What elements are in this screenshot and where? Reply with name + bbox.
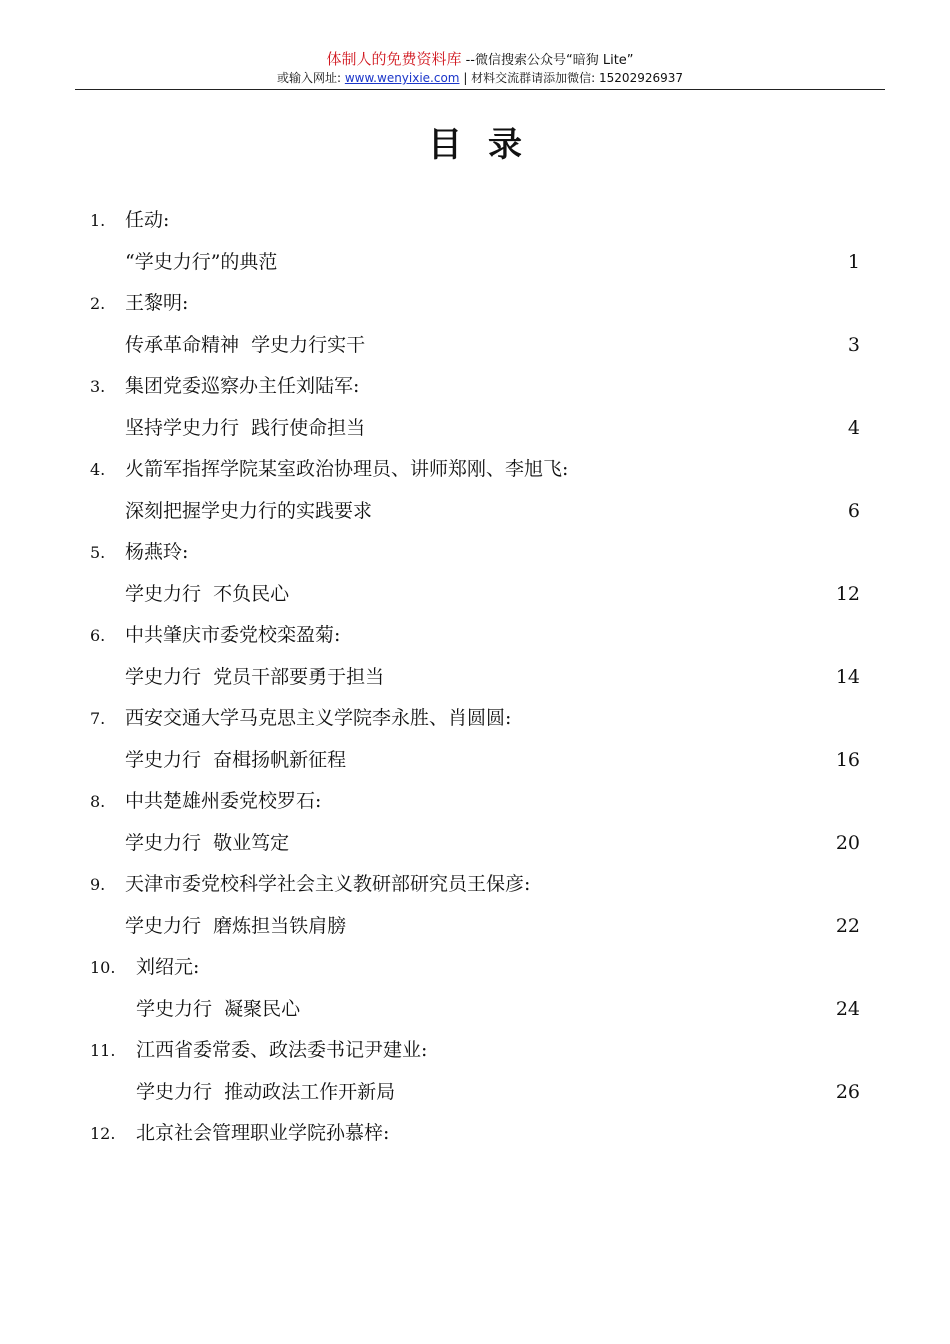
toc-page-number: 26	[835, 1080, 860, 1103]
toc-author: 江西省委常委、政法委书记尹建业:	[136, 1039, 428, 1061]
header-line-2	[75, 70, 885, 87]
toc-number: 5.	[90, 543, 106, 562]
toc-page-number: 14	[835, 665, 860, 688]
toc-page-number: 3	[847, 333, 860, 356]
toc-article-line	[90, 408, 860, 450]
table-of-contents	[90, 200, 860, 1155]
toc-page-number: 22	[835, 914, 860, 937]
toc-article-line	[90, 325, 860, 367]
toc-number: 1.	[90, 211, 106, 230]
toc-author-line	[90, 366, 860, 408]
page-title: 目录	[428, 125, 548, 165]
toc-article-line	[90, 989, 860, 1031]
toc-author: 中共楚雄州委党校罗石:	[125, 790, 322, 812]
toc-article-line	[90, 740, 860, 782]
toc-article-title: 学史力行 磨炼担当铁肩膀	[125, 914, 347, 937]
toc-page-number: 6	[847, 499, 860, 522]
toc-author: 王黎明:	[125, 292, 189, 314]
toc-number: 8.	[90, 792, 106, 811]
toc-author-line	[90, 781, 860, 823]
toc-article-title: 学史力行 推动政法工作开新局	[136, 1080, 396, 1103]
toc-entry[interactable]	[90, 864, 860, 947]
toc-number: 7.	[90, 709, 106, 728]
toc-author: 北京社会管理职业学院孙慕梓:	[136, 1122, 390, 1144]
toc-author-line	[90, 1113, 860, 1155]
toc-page-number: 24	[835, 997, 860, 1020]
toc-author-line	[90, 864, 860, 906]
toc-author-line	[90, 947, 860, 989]
contact-info: | 材料交流群请添加微信: 15202926937	[459, 71, 684, 85]
toc-number: 3.	[90, 377, 106, 396]
header-line-1	[75, 50, 885, 70]
toc-article-title: 学史力行 奋楫扬帆新征程	[125, 748, 347, 771]
toc-article-title: “学史力行”的典范	[125, 250, 278, 273]
toc-article-line	[90, 1072, 860, 1114]
toc-author: 集团党委巡察办主任刘陆军:	[125, 375, 360, 397]
toc-article-line	[90, 491, 860, 533]
toc-entry[interactable]	[90, 947, 860, 1030]
toc-article-title: 学史力行 党员干部要勇于担当	[125, 665, 385, 688]
toc-page-number: 16	[835, 748, 860, 771]
toc-page-number: 12	[835, 582, 860, 605]
toc-number: 9.	[90, 875, 106, 894]
wechat-hint: --微信搜索公众号“暗狗 Lite”	[461, 53, 634, 68]
toc-article-title: 学史力行 凝聚民心	[136, 997, 301, 1020]
toc-author-line	[90, 449, 860, 491]
toc-article-line	[90, 574, 860, 616]
toc-article-line	[90, 906, 860, 948]
toc-number: 10.	[90, 958, 116, 977]
toc-author: 天津市委党校科学社会主义教研部研究员王保彦:	[125, 873, 531, 895]
toc-entry[interactable]	[90, 532, 860, 615]
toc-entry[interactable]	[90, 1030, 860, 1113]
toc-author: 中共肇庆市委党校栾盈菊:	[125, 624, 341, 646]
toc-author-line	[90, 283, 860, 325]
header-divider	[75, 89, 885, 90]
toc-author-line	[90, 615, 860, 657]
toc-article-line	[90, 823, 860, 865]
toc-entry[interactable]	[90, 698, 860, 781]
toc-article-title: 传承革命精神 学史力行实干	[125, 333, 366, 356]
toc-author: 刘绍元:	[136, 956, 200, 978]
toc-article-title: 学史力行 敬业笃定	[125, 831, 290, 854]
toc-entry[interactable]	[90, 1113, 860, 1155]
toc-article-title: 深刻把握学史力行的实践要求	[125, 499, 373, 522]
toc-number: 12.	[90, 1124, 116, 1143]
toc-number: 2.	[90, 294, 106, 313]
toc-entry[interactable]	[90, 449, 860, 532]
brand-name: 体制人的免费资料库	[326, 50, 462, 68]
toc-author: 西安交通大学马克思主义学院李永胜、肖圆圆:	[125, 707, 512, 729]
toc-number: 11.	[90, 1041, 116, 1060]
toc-article-line	[90, 657, 860, 699]
toc-author-line	[90, 200, 860, 242]
url-prefix: 或输入网址:	[276, 71, 345, 85]
toc-author-line	[90, 1030, 860, 1072]
toc-page-number: 20	[835, 831, 860, 854]
toc-author-line	[90, 698, 860, 740]
toc-entry[interactable]	[90, 781, 860, 864]
toc-number: 4.	[90, 460, 106, 479]
toc-number: 6.	[90, 626, 106, 645]
toc-author: 杨燕玲:	[125, 541, 189, 563]
toc-article-line	[90, 242, 860, 284]
toc-author: 任动:	[125, 209, 170, 231]
toc-author-line	[90, 532, 860, 574]
toc-entry[interactable]	[90, 200, 860, 283]
toc-entry[interactable]	[90, 283, 860, 366]
toc-page-number: 1	[847, 250, 860, 273]
toc-page-number: 4	[847, 416, 860, 439]
toc-article-title: 坚持学史力行 践行使命担当	[125, 416, 366, 439]
website-link[interactable]: www.wenyixie.com	[344, 71, 460, 85]
toc-author: 火箭军指挥学院某室政治协理员、讲师郑刚、李旭飞:	[125, 458, 569, 480]
toc-article-title: 学史力行 不负民心	[125, 582, 290, 605]
toc-entry[interactable]	[90, 615, 860, 698]
page-header	[75, 50, 885, 87]
toc-entry[interactable]	[90, 366, 860, 449]
